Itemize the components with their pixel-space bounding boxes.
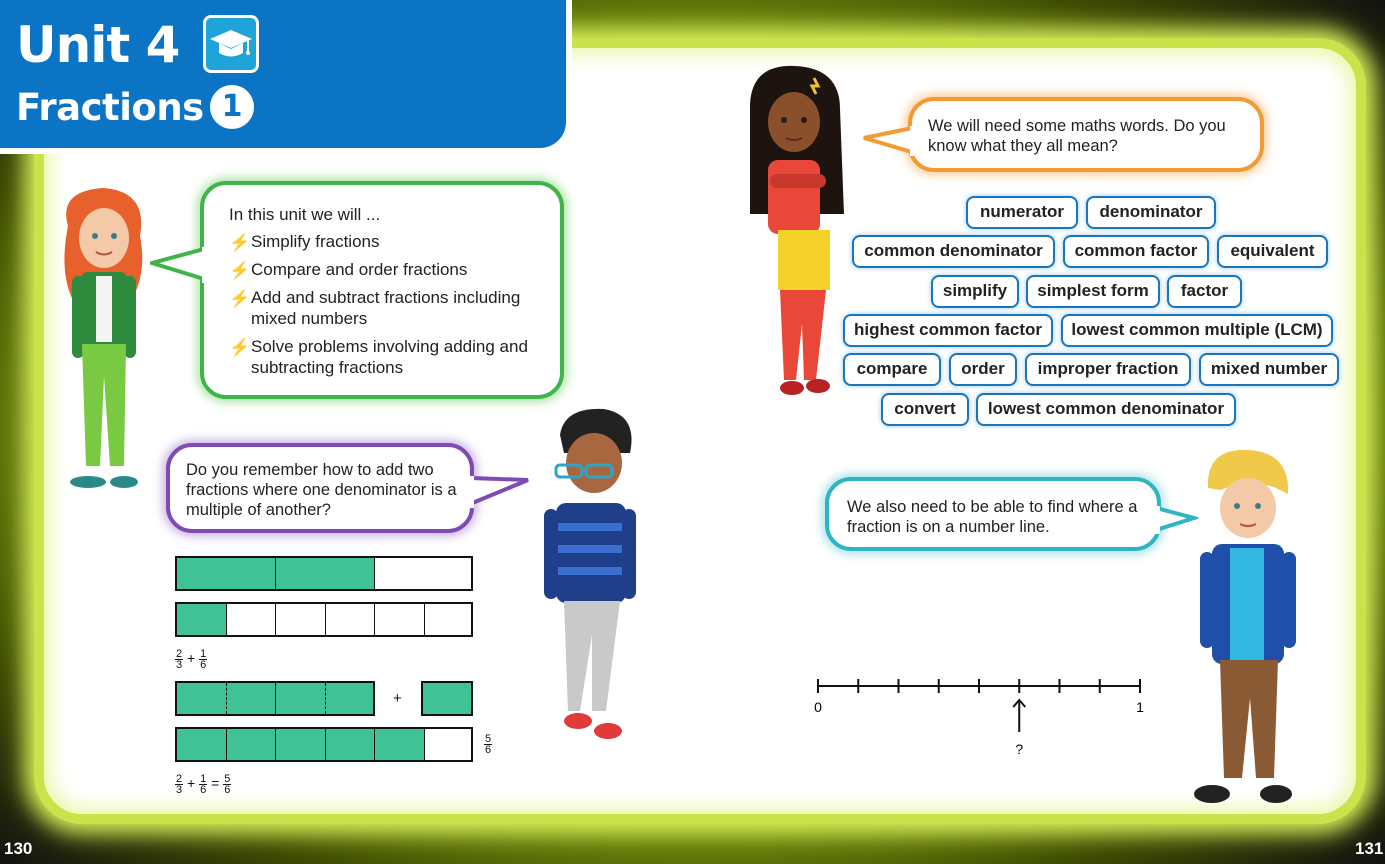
vocab-word: compare — [843, 353, 941, 386]
number-line-start-label: 0 — [814, 699, 822, 715]
number-line — [805, 668, 1155, 763]
fraction-bar-sixths — [175, 602, 473, 637]
character-boy-glasses — [534, 405, 640, 759]
goals-intro: In this unit we will ... — [229, 205, 381, 224]
vocab-word: denominator — [1086, 196, 1216, 229]
fraction-bar-four-sixths — [175, 681, 375, 716]
fraction-expression-1: $\frac{2}{3}$ + $\frac{1}{6}$ — [176, 648, 207, 671]
purple-bubble-tail — [468, 474, 532, 510]
vocab-word: lowest common multiple (LCM) — [1061, 314, 1333, 347]
character-red-hair-girl — [48, 186, 158, 500]
lightning-bolt-icon: ⚡ — [229, 289, 251, 308]
chapter-title: Fractions — [16, 86, 204, 129]
vocab-word: factor — [1167, 275, 1242, 308]
unit-goals-bubble — [200, 181, 564, 399]
unit-title: Unit 4 — [16, 16, 180, 74]
fraction-bar-one-sixth — [421, 681, 473, 716]
part-number-badge: 1 — [210, 85, 254, 129]
page-number-left: 130 — [4, 839, 33, 858]
vocab-word: simplest form — [1026, 275, 1160, 308]
goal-item: ⚡ Compare and order fractions — [229, 260, 468, 280]
vocab-word: common factor — [1063, 235, 1209, 268]
reminder-text: Do you remember how to add two fractions where one denominator is a multiple of another? — [186, 461, 457, 519]
goal-item: ⚡ Solve problems involving adding and subtracting fractions — [229, 337, 528, 377]
character-braids-girl — [740, 64, 848, 408]
fraction-bar-thirds — [175, 556, 473, 591]
goal-item: ⚡ Add and subtract fractions including mixed numbers — [229, 288, 521, 328]
fraction-bar-five-sixths — [175, 727, 473, 762]
goal-item: ⚡ Simplify fractions — [229, 232, 380, 252]
vocab-word: improper fraction — [1025, 353, 1191, 386]
number-line-text: We also need to be able to find where a fraction is on a number line. — [847, 498, 1138, 536]
lightning-bolt-icon: ⚡ — [229, 233, 251, 252]
vocab-word: highest common factor — [843, 314, 1053, 347]
vocab-word: order — [949, 353, 1017, 386]
lightning-bolt-icon: ⚡ — [229, 338, 251, 357]
vocab-word: convert — [881, 393, 969, 426]
graduation-cap-icon — [203, 15, 259, 73]
vocab-word: simplify — [931, 275, 1019, 308]
number-line-end-label: 1 — [1136, 699, 1144, 715]
lightning-bolt-icon: ⚡ — [229, 261, 251, 280]
five-sixths-label: $\frac{5}{6}$ — [485, 733, 492, 756]
vocabulary-intro-bubble — [908, 97, 1264, 172]
orange-bubble-tail — [862, 124, 914, 158]
page-number-right: 131 — [1355, 839, 1384, 858]
goals-list — [229, 231, 560, 378]
vocab-word: equivalent — [1217, 235, 1328, 268]
fraction-expression-2: $\frac{2}{3}$ + $\frac{1}{6}$ = $\frac{5}{6}$ — [176, 773, 231, 796]
unit-header — [0, 0, 572, 154]
vocab-word: lowest common denominator — [976, 393, 1236, 426]
plus-sign: + — [393, 690, 402, 707]
green-bubble-tail — [150, 245, 206, 285]
character-blond-boy — [1190, 448, 1302, 822]
vocabulary-intro-text: We will need some maths words. Do you know what they all mean? — [928, 117, 1226, 155]
vocab-word: mixed number — [1199, 353, 1339, 386]
arrow-up-icon — [1013, 700, 1025, 732]
number-line-question: ? — [1015, 741, 1024, 757]
number-line-bubble — [825, 477, 1161, 551]
vocab-word: common denominator — [852, 235, 1055, 268]
vocab-word: numerator — [966, 196, 1078, 229]
reminder-bubble — [166, 443, 474, 533]
